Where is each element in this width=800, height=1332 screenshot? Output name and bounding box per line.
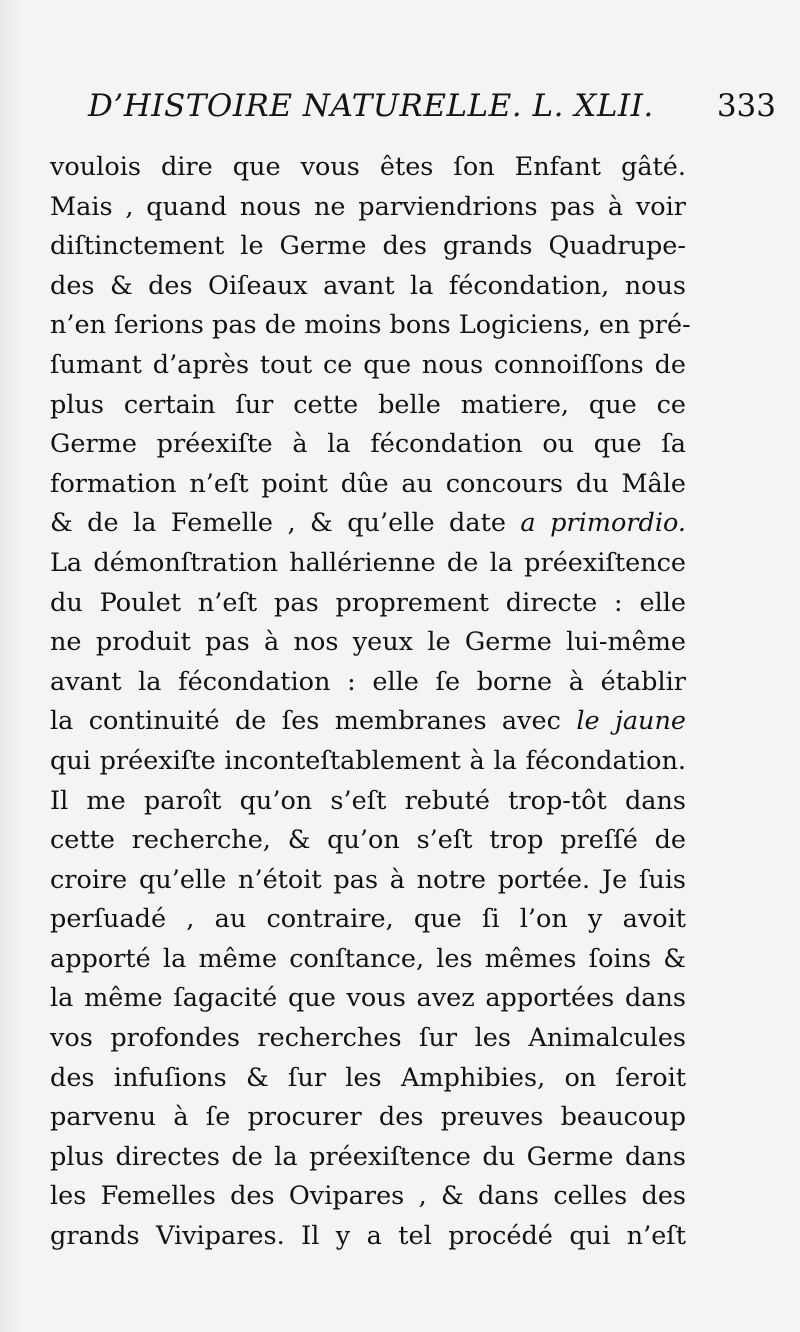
text-line: grands Vivipares. Il y a tel procédé qui n’eſt xyxy=(50,1221,686,1252)
text-line: avant la fécondation : elle ſe borne à établir xyxy=(50,666,686,697)
body-text xyxy=(50,148,691,1257)
text-line-with-italic xyxy=(50,702,686,742)
text-line: parvenu à ſe procurer des preuves beaucoup xyxy=(50,1102,686,1133)
text-line: qui préexiſte inconteſtablement à la fécondation. xyxy=(50,745,686,776)
page-number: 333 xyxy=(716,88,776,124)
text-line: voulois dire que vous êtes ſon Enfant gâté. xyxy=(50,152,686,182)
text-line: n’en ſerions pas de moins bons Logiciens, en pré- xyxy=(50,310,691,341)
text-line: des & des Oiſeaux avant la fécondation, nous xyxy=(50,270,686,301)
text-line: des infuſions & ſur les Amphibies, on ſeroit xyxy=(50,1062,686,1093)
italic-phrase-a-primordio: a primordio. xyxy=(520,508,686,539)
text-line: Mais , quand nous ne parviendrions pas à voir xyxy=(50,191,686,222)
text-line: cette recherche, & qu’on s’eſt trop preſſé de xyxy=(50,825,686,856)
text-line: formation n’eſt point dûe au concours du Mâle xyxy=(50,468,686,499)
italic-phrase-le-jaune: le jaune xyxy=(576,706,686,737)
text-line: du Poulet n’eſt pas proprement directe : elle xyxy=(50,587,686,618)
text-segment: la continuité de ſes membranes avec xyxy=(50,706,561,737)
running-title: D’HISTOIRE NATURELLE. L. XLII. xyxy=(88,88,654,124)
text-line: Germe préexiſte à la fécondation ou que ſa xyxy=(50,429,686,460)
text-line: croire qu’elle n’étoit pas à notre portée. Je ſuis xyxy=(50,864,686,895)
text-segment: & de la Femelle , & qu’elle date xyxy=(50,508,506,539)
text-line: ne produit pas à nos yeux le Germe lui-même xyxy=(50,627,686,658)
page-edge-shadow xyxy=(0,0,22,1332)
text-line: La démonſtration hallérienne de la préexiſtence xyxy=(50,547,686,578)
text-line: la même ſagacité que vous avez apportées dans xyxy=(50,983,686,1014)
text-line: plus certain ſur cette belle matiere, que ce xyxy=(50,389,686,420)
text-line: vos profondes recherches ſur les Animalcules xyxy=(50,1023,686,1054)
page-header xyxy=(88,82,778,132)
text-line-with-italic xyxy=(50,504,686,544)
text-line: Il me paroît qu’on s’eſt rebuté trop-tôt dans xyxy=(50,785,686,816)
text-line: apporté la même conſtance, les mêmes ſoins & xyxy=(50,943,686,974)
text-line: ſumant d’après tout ce que nous connoiſſons de xyxy=(50,349,686,380)
text-line: perſuadé , au contraire, que ſi l’on y avoit xyxy=(50,904,686,935)
text-line: diſtinctement le Germe des grands Quadrupe- xyxy=(50,231,686,262)
text-line: les Femelles des Ovipares , & dans celles des xyxy=(50,1181,686,1212)
text-line: plus directes de la préexiſtence du Germe dans xyxy=(50,1141,686,1172)
